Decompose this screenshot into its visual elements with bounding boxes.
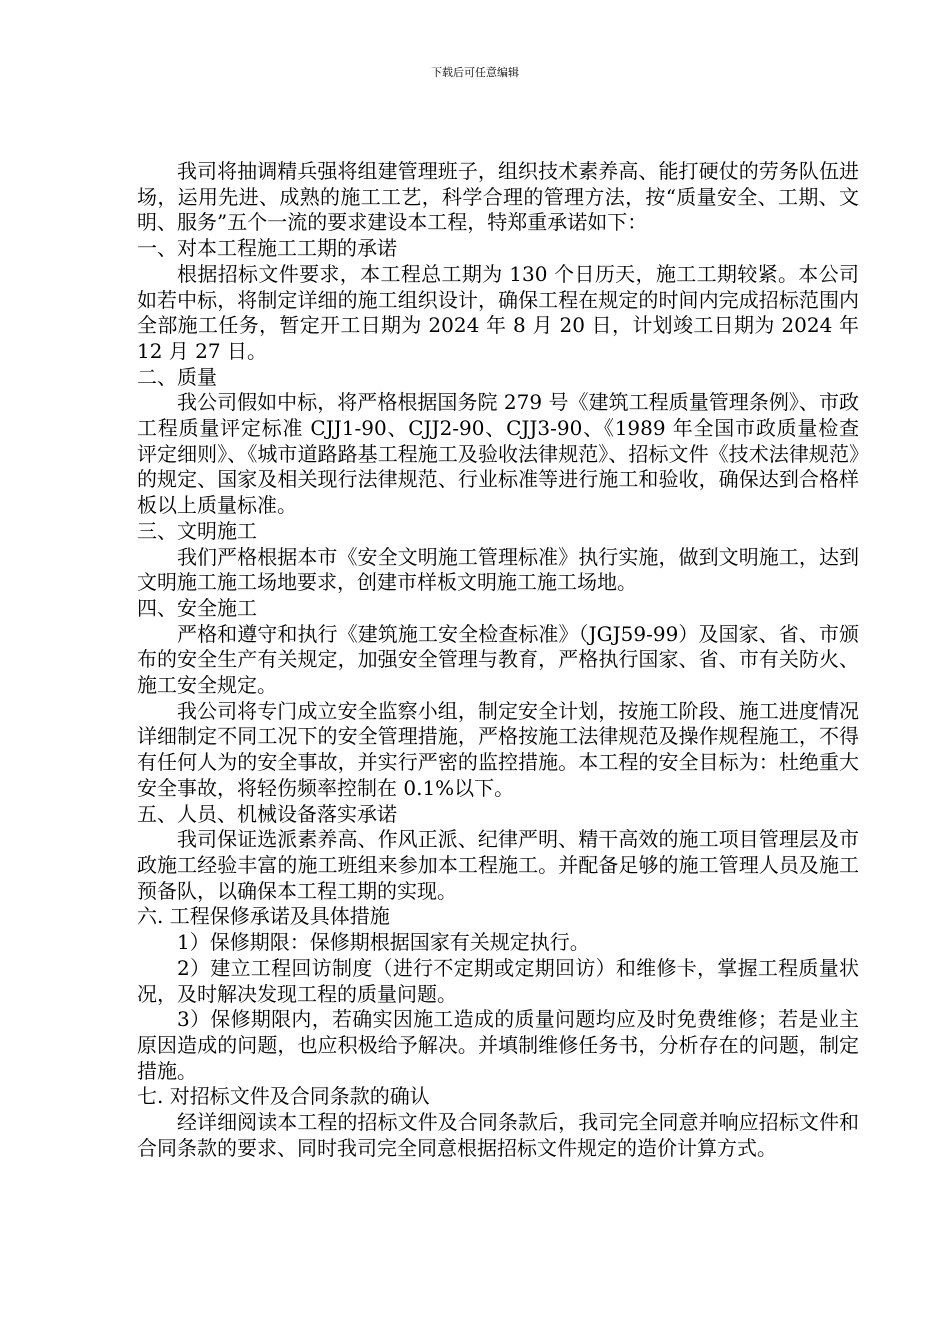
section-heading-tender-confirmation: 七. 对招标文件及合同条款的确认: [137, 1084, 430, 1109]
safety-paragraph-1: 严格和遵守和执行《建筑施工安全检查标准》（JGJ59-99）及国家、省、市颁布的安全生产有关规定，加强安全管理与教育，严格执行国家、省、市有关防火、施工安全规定。: [137, 621, 859, 698]
section-heading-quality: 二、质量: [137, 364, 217, 389]
section-heading-schedule: 一、对本工程施工工期的承诺: [137, 236, 397, 261]
section-heading-personnel: 五、人员、机械设备落实承诺: [137, 801, 397, 826]
document-body: [137, 159, 859, 1161]
warranty-item-2: 2）建立工程回访制度（进行不定期或定期回访）和维修卡，掌握工程质量状况，及时解决发现工程的质量问题。: [137, 955, 859, 1006]
schedule-paragraph: 根据招标文件要求，本工程总工期为 130 个日历天，施工工期较紧。本公司如若中标，将制定详细的施工组织设计，确保工程在规定的时间内完成招标范围内全部施工任务，暂定开工日期为 2024 年 8 月 20 日，计划竣工日期为 2024 年 12 月 27 日。: [137, 261, 859, 363]
section-heading-warranty: 六. 工程保修承诺及具体措施: [137, 904, 390, 929]
warranty-item-3: 3）保修期限内，若确实因施工造成的质量问题均应及时免费维修；若是业主原因造成的问题，也应积极给予解决。并填制维修任务书，分析存在的问题，制定措施。: [137, 1007, 859, 1083]
tender-confirmation-paragraph: 经详细阅读本工程的招标文件及合同条款后，我司完全同意并响应招标文件和合同条款的要求、同时我司完全同意根据招标文件规定的造价计算方式。: [137, 1110, 859, 1160]
intro-paragraph: 我司将抽调精兵强将组建管理班子，组织技术素养高、能打硬仗的劳务队伍进场，运用先进、成熟的施工工艺，科学合理的管理方法，按“质量安全、工期、文明、服务”五个一流的要求建设本工程，特郑重承诺如下：: [137, 159, 859, 235]
quality-paragraph: 我公司假如中标，将严格根据国务院 279 号《建筑工程质量管理条例》、市政工程质量评定标准 CJJ1-90、CJJ2-90、CJJ3-90、《1989 年全国市政质量检查评定细则》、《城市道路路基工程施工及验收法律规范》、招标文件《技术法律规范》的规定、国家及相关现行法律规范、行业标准等进行施工和验收，确保达到合格样板以上质量标准。: [137, 390, 859, 518]
section-heading-civilized-construction: 三、文明施工: [137, 518, 257, 543]
page-header-note: 下载后可任意编辑: [431, 66, 519, 79]
civilized-construction-paragraph: 我们严格根据本市《安全文明施工管理标准》执行实施，做到文明施工，达到文明施工施工场地要求，创建市样板文明施工施工场地。: [137, 544, 859, 595]
safety-paragraph-2: 我公司将专门成立安全监察小组，制定安全计划，按施工阶段、施工进度情况详细制定不同工况下的安全管理措施，严格按施工法律规范及操作规程施工，不得有任何人为的安全事故，并实行严密的监控措施。本工程的安全目标为：杜绝重大安全事故，将轻伤频率控制在 0.1%以下。: [137, 698, 859, 800]
warranty-item-1: 1）保修期限：保修期根据国家有关规定执行。: [177, 930, 590, 955]
personnel-paragraph: 我司保证选派素养高、作风正派、纪律严明、精干高效的施工项目管理层及市政施工经验丰富的施工班组来参加本工程施工。并配备足够的施工管理人员及施工预备队，以确保本工程工期的实现。: [137, 827, 859, 903]
section-heading-safety: 四、安全施工: [137, 595, 257, 620]
